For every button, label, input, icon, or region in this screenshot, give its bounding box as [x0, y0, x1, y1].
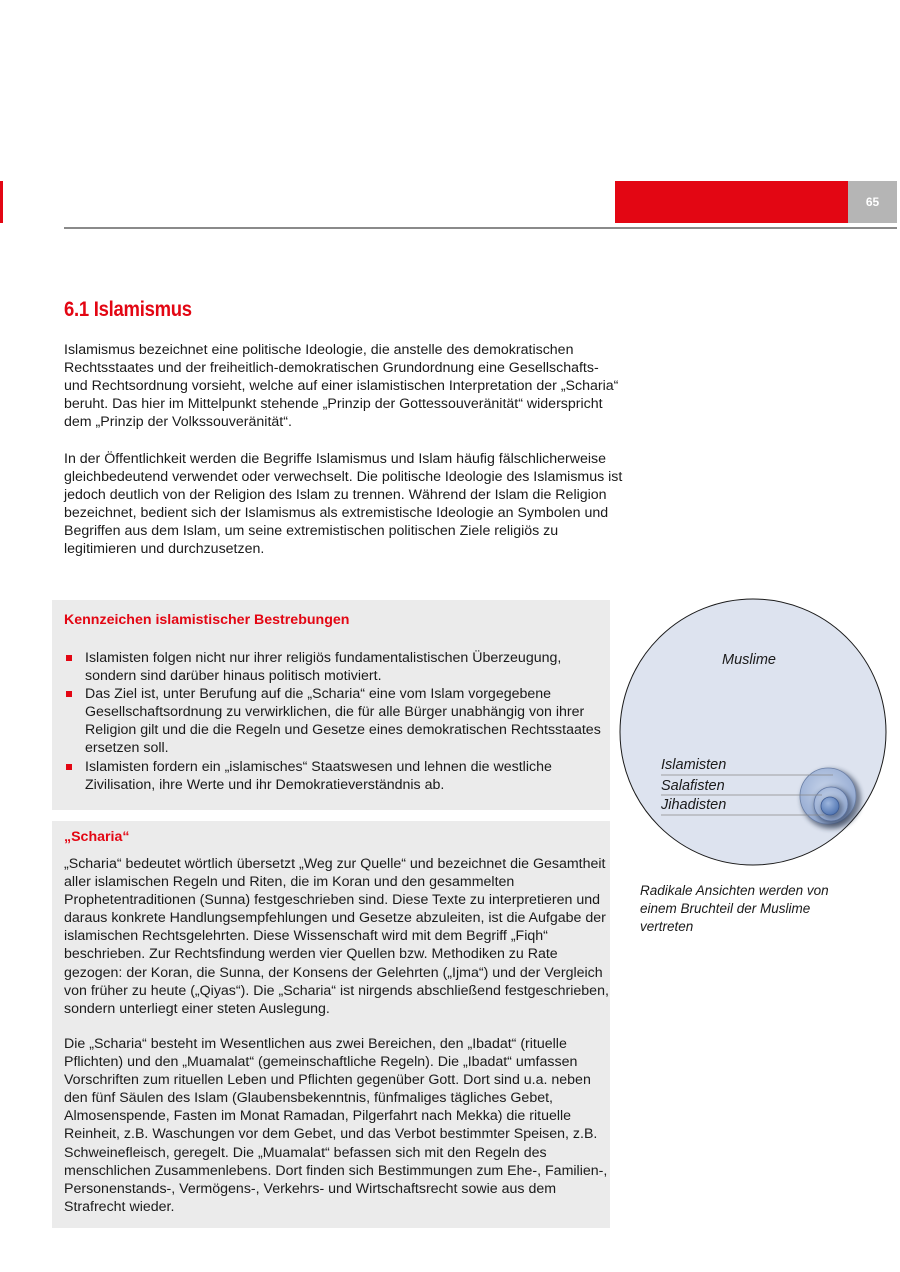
circle-jihadisten [821, 797, 839, 815]
scharia-paragraph-1: „Scharia“ bedeutet wörtlich übersetzt „Weg zur Quelle“ und bezeichnet die Gesamtheit aller islamischen Regeln und Riten, die im Koran und den gesammelten Prophetentraditionen (Sunna) festgeschrieben sind. Diese Texte zu interpretieren und daraus konkrete Handlungsempfehlungen und Gesetze abzuleiten, ist die Aufgabe der islamischen Rechtsgelehrten. Diese Wissenschaft wird mit dem Begriff „Fiqh“ beschrieben. Zur Rechtsfindung werden vier Quellen bzw. Methodiken zu Rate gezogen: der Koran, die Sunna, der Konsens der Gelehrten („Ijma“) und der Vergleich von früher zu heute („Qiyas“). Die „Scharia“ ist nirgends abschließend festgeschrieben, sondern unterliegt einer steten Auslegung. [64, 856, 609, 1017]
left-edge-marker [0, 181, 3, 223]
features-box-title: Kennzeichen islamistischer Bestrebungen [64, 612, 350, 628]
label-muslime: Muslime [722, 652, 776, 668]
features-box [52, 600, 610, 810]
header-red-bar [615, 181, 848, 223]
list-item: Islamisten folgen nicht nur ihrer religiös fundamentalistischen Überzeugung, sondern sind darüber hinaus politisch motiviert. [64, 649, 604, 685]
bullet-square-icon [66, 691, 72, 697]
scharia-box [52, 821, 610, 1228]
list-item: Islamisten fordern ein „islamisches“ Staatswesen und lehnen die westliche Zivilisation, ihre Werte und ihr Demokratieverständnis ab. [64, 758, 604, 794]
page-number: 65 [848, 181, 897, 223]
outer-circle-muslime [620, 599, 886, 865]
bullet-square-icon [66, 655, 72, 661]
intro-paragraph-1: Islamismus bezeichnet eine politische Ideologie, die anstelle des demokratischen Rechtsstaates und der freiheitlich-demokratischen Grundordnung eine Gesellschafts- und Rechtsordnung vorsieht, welche auf einer islamistischen Interpretation der „Scharia“ beruht. Das hier im Mittelpunkt stehende „Prinzip der Gottessouveränität“ widerspricht dem „Prinzip der Volkssouveränität“. [64, 342, 619, 431]
label-islamisten: Islamisten [661, 757, 727, 773]
features-list [64, 649, 604, 794]
diagram-caption: Radikale Ansichten werden von einem Bruchteil der Muslime vertreten [640, 883, 829, 935]
label-salafisten: Salafisten [661, 778, 725, 794]
list-item: Das Ziel ist, unter Berufung auf die „Scharia“ eine vom Islam vorgegebene Gesellschaftsordnung zu verwirklichen, die für alle Bürger unabhängig von ihrer Religion gilt und die die Regeln und Gesetze eines demokratischen Rechtsstaates ersetzen soll. [64, 685, 604, 757]
bullet-square-icon [66, 764, 72, 770]
header-rule [64, 227, 897, 229]
scharia-box-title: „Scharia“ [64, 829, 130, 845]
nested-circles-diagram [612, 592, 897, 877]
label-jihadisten: Jihadisten [661, 797, 727, 813]
intro-paragraph-2: In der Öffentlichkeit werden die Begriffe Islamismus und Islam häufig fälschlicherweise gleichbedeutend verwendet oder verwechselt. Die politische Ideologie des Islamismus ist jedoch deutlich von der Religion des Islam zu trennen. Während der Islam die Religion bezeichnet, bedient sich der Islamismus als extremistische Ideologie an Symbolen und Begriffen aus dem Islam, um seine extremistischen politischen Ziele religiös zu legitimieren und durchzusetzen. [64, 451, 623, 558]
section-title: 6.1 Islamismus [64, 298, 192, 321]
scharia-paragraph-2: Die „Scharia“ besteht im Wesentlichen aus zwei Bereichen, den „Ibadat“ (rituelle Pflichten) und den „Muamalat“ (gemeinschaftliche Regeln). Die „Ibadat“ umfassen Vorschriften zum rituellen Leben und Pflichten gegenüber Gott. Dort sind u.a. neben den fünf Säulen des Islam (Glaubensbekenntnis, fünfmaliges tägliches Gebet, Almosenspende, Fasten im Monat Ramadan, Pilgerfahrt nach Mekka) die rituelle Reinheit, z.B. Waschungen vor dem Gebet, und das Verbot bestimmter Speisen, z.B. Schweinefleisch, geregelt. Die „Muamalat“ befassen sich mit den Regeln des menschlichen Zusammenlebens. Dort finden sich Bestimmungen zum Ehe-, Familien-, Personenstands-, Vermögens-, Verkehrs- und Wirtschaftsrecht sowie aus dem Strafrecht wieder. [64, 1036, 608, 1215]
